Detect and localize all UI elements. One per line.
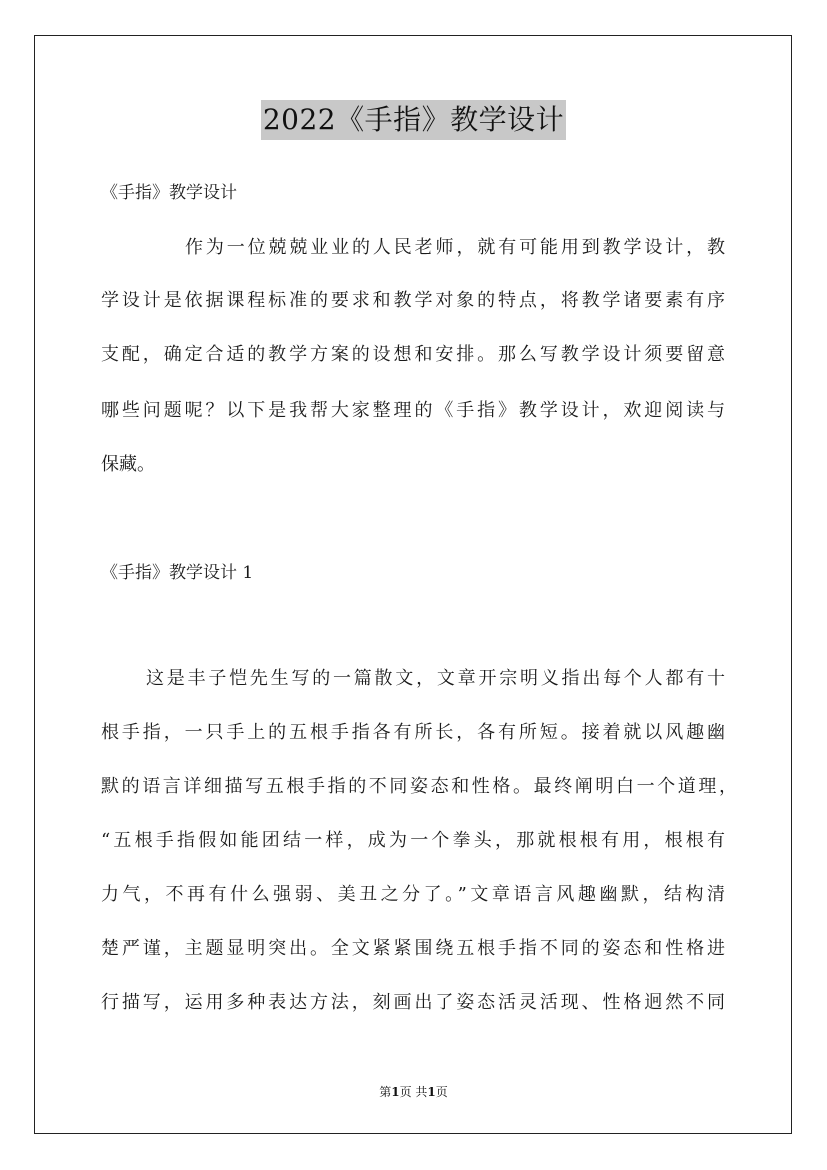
title-wrapper bbox=[0, 100, 827, 140]
footer-suffix: 页 bbox=[435, 1085, 448, 1099]
footer-page-current: 1 bbox=[391, 1085, 400, 1099]
page-footer bbox=[0, 1084, 827, 1100]
footer-prefix: 第 bbox=[379, 1085, 392, 1099]
body-line-1: 这是丰子恺先生写的一篇散文，文章开宗明义指出每个人都有十 bbox=[146, 668, 725, 689]
document-subtitle: 《手指》教学设计 bbox=[101, 183, 237, 203]
body-line-2: 根手指，一只手上的五根手指各有所长，各有所短。接着就以风趣幽 bbox=[101, 722, 725, 743]
footer-page-total: 1 bbox=[427, 1085, 436, 1099]
document-title: 2022《手指》教学设计 bbox=[261, 100, 566, 140]
body-line-7: 行描写，运用多种表达方法，刻画出了姿态活灵活现、性格迥然不同 bbox=[101, 992, 725, 1013]
body-line-5: 力气，不再有什么强弱、美丑之分了。”文章语言风趣幽默，结构清 bbox=[101, 884, 725, 905]
body-line-4: “五根手指假如能团结一样，成为一个拳头，那就根根有用，根根有 bbox=[101, 830, 725, 851]
body-line-6: 楚严谨，主题显明突出。全文紧紧围绕五根手指不同的姿态和性格进 bbox=[101, 938, 725, 959]
intro-line-1: 作为一位兢兢业业的人民老师，就有可能用到教学设计，教 bbox=[185, 237, 725, 258]
intro-line-5: 保藏。 bbox=[101, 454, 155, 475]
section-heading: 《手指》教学设计 1 bbox=[101, 563, 254, 583]
body-line-3: 默的语言详细描写五根手指的不同姿态和性格。最终阐明白一个道理， bbox=[101, 776, 737, 797]
intro-line-3: 支配，确定合适的教学方案的设想和安排。那么写教学设计须要留意 bbox=[101, 344, 725, 365]
intro-line-2: 学设计是依据课程标准的要求和教学对象的特点，将教学诸要素有序 bbox=[101, 290, 725, 311]
footer-mid: 页 共 bbox=[399, 1085, 428, 1099]
intro-line-4: 哪些问题呢？以下是我帮大家整理的《手指》教学设计，欢迎阅读与 bbox=[101, 400, 725, 421]
